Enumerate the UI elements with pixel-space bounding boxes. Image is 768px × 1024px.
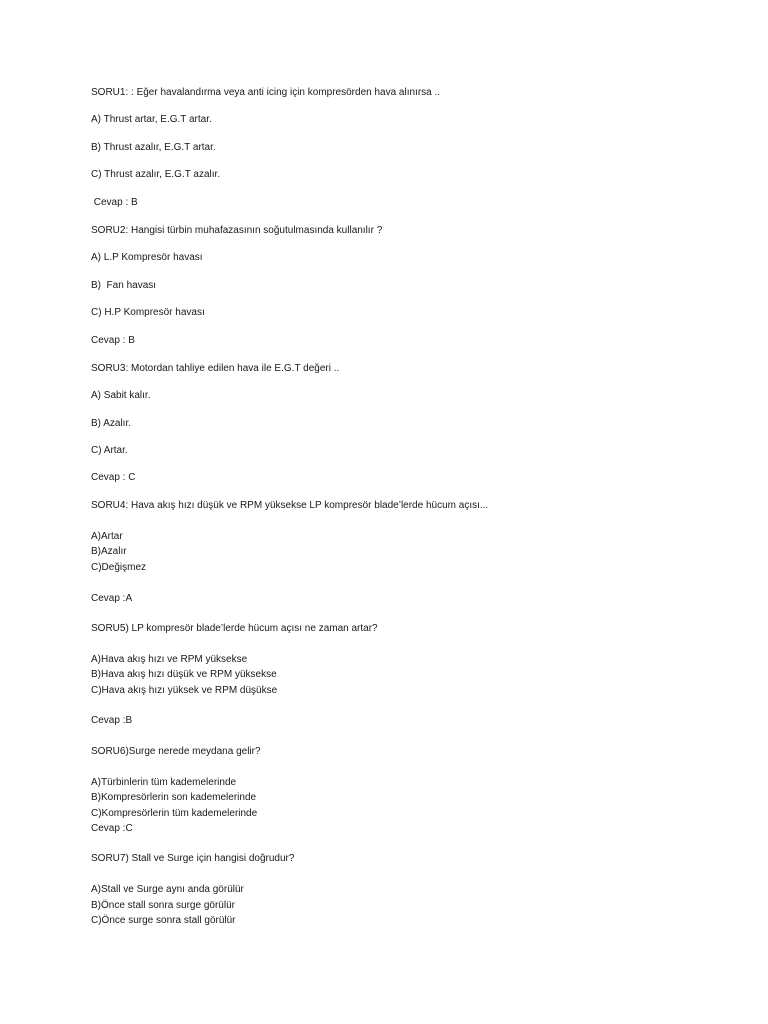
question-2-option-c: C) H.P Kompresör havası — [91, 307, 205, 318]
question-7-option-a: A)Stall ve Surge aynı anda görülür — [91, 884, 244, 895]
question-1-option-c: C) Thrust azalır, E.G.T azalır. — [91, 169, 221, 180]
question-1-option-b: B) Thrust azalır, E.G.T artar. — [91, 142, 216, 153]
question-3: SORU3: Motordan tahliye edilen hava ile E.G.T değeri .. — [91, 363, 340, 374]
question-4-option-c: C)Değişmez — [91, 562, 147, 573]
question-7: SORU7) Stall ve Surge için hangisi doğrudur? — [91, 853, 295, 864]
question-5: SORU5) LP kompresör blade’lerde hücum açısı ne zaman artar? — [91, 623, 378, 634]
question-6-option-b: B)Kompresörlerin son kademelerinde — [91, 792, 257, 803]
question-2-option-a: A) L.P Kompresör havası — [91, 252, 203, 263]
question-6: SORU6)Surge nerede meydana gelir? — [91, 746, 261, 757]
question-3-option-a: A) Sabit kalır. — [91, 390, 151, 401]
question-1-option-a: A) Thrust artar, E.G.T artar. — [91, 114, 212, 125]
question-2-option-b: B) Fan havası — [91, 280, 157, 291]
question-5-option-a: A)Hava akış hızı ve RPM yüksekse — [91, 654, 248, 665]
question-4-option-a: A)Artar — [91, 531, 123, 542]
question-5-option-b: B)Hava akış hızı düşük ve RPM yüksekse — [91, 669, 277, 680]
question-1-answer: Cevap : B — [91, 197, 138, 208]
question-5-option-c: C)Hava akış hızı yüksek ve RPM düşükse — [91, 685, 278, 696]
question-3-option-b: B) Azalır. — [91, 418, 132, 429]
question-4-option-b: B)Azalır — [91, 546, 127, 557]
question-2: SORU2: Hangisi türbin muhafazasının soğutulmasında kullanılır ? — [91, 225, 383, 236]
question-3-answer: Cevap : C — [91, 472, 136, 483]
question-1: SORU1: : Eğer havalandırma veya anti icing için kompresörden hava alınırsa .. — [91, 87, 441, 98]
question-5-answer: Cevap :B — [91, 715, 133, 726]
question-4-answer: Cevap :A — [91, 593, 133, 604]
question-2-answer: Cevap : B — [91, 335, 135, 346]
question-6-answer: Cevap :C — [91, 823, 133, 834]
question-7-option-c: C)Önce surge sonra stall görülür — [91, 915, 236, 926]
question-3-option-c: C) Artar. — [91, 445, 128, 456]
question-6-option-a: A)Türbinlerin tüm kademelerinde — [91, 777, 237, 788]
question-6-option-c: C)Kompresörlerin tüm kademelerinde — [91, 808, 258, 819]
question-7-option-b: B)Önce stall sonra surge görülür — [91, 900, 235, 911]
question-4: SORU4: Hava akış hızı düşük ve RPM yüksekse LP kompresör blade’lerde hücum açısı... — [91, 500, 489, 511]
